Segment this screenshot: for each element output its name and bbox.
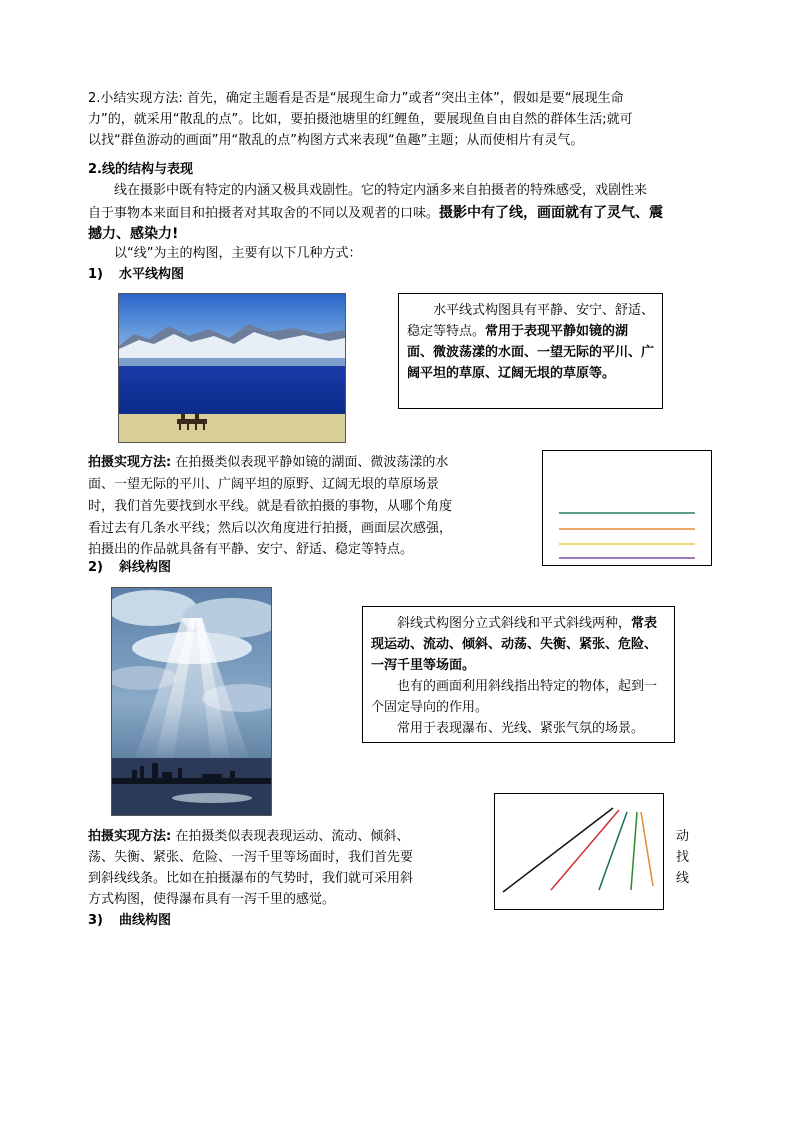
horizontal-method-line-1 [88, 453, 448, 473]
horizontal-method-line-3: 时，我们首先要找到水平线。就是看欲拍摄的事物，从哪个角度 [88, 499, 453, 514]
diagonal-method-line-4: 方式构图，使得瀑布具有一泻千里的感觉。 [88, 892, 336, 907]
subsection-2-number: 2) [88, 560, 103, 575]
diagonal-description-box [362, 606, 675, 743]
diagonal-method-line-2: 荡、失衡、紧张、危险、一泻千里等场面时，我们首先要 [88, 850, 414, 865]
summary-line-3: 以找“群鱼游动的画面”用“散乱的点”构图方式来表现“鱼趣”主题；从而使相片有灵气。 [88, 133, 584, 148]
subsection-1-heading [88, 265, 184, 285]
lake-photo-art [119, 294, 345, 442]
horizontal-method-text-1: 在拍摄类似表现平静如镜的湖面、微波荡漾的水 [175, 455, 449, 470]
sunbeam-photo-art [112, 588, 271, 815]
diagonal-method-line-3: 到斜线线条。比如在拍摄瀑布的气势时，我们就可采用斜 [88, 871, 414, 886]
sunbeam-photo [111, 587, 272, 816]
subsection-1-title: 水平线构图 [119, 267, 185, 282]
horizontal-method-line-5: 拍摄出的作品就具备有平静、安宁、舒适、稳定等特点。 [88, 542, 414, 557]
intro-line-2 [88, 203, 663, 224]
subsection-3-heading [88, 911, 171, 931]
intro-line-1: 线在摄影中既有特定的内涵又极具戏剧性。它的特定内涵多来自拍摄者的特殊感受，戏剧性来 [114, 183, 648, 198]
horizontal-lines-svg [543, 451, 711, 565]
horizontal-description-box [398, 293, 663, 409]
subsection-3-title: 曲线构图 [119, 913, 172, 928]
diagonal-line-4 [631, 812, 637, 890]
diagonal-lines-svg [495, 794, 663, 909]
subsection-1-number: 1) [88, 267, 103, 282]
diagonal-method-line-2-right: 找 [676, 850, 690, 865]
subsection-2-heading [88, 558, 171, 578]
subsection-2-title: 斜线构图 [119, 560, 172, 575]
diagonal-line-3 [599, 812, 627, 890]
intro-line-2-bold: 摄影中有了线，画面就有了灵气、震 [439, 205, 664, 221]
horizontal-box-bold: 常用于表现平静如镜的湖面、微波荡漾的水面、一望无际的平川、广阔平坦的草原、辽阔无垠的草原等。 [407, 324, 655, 381]
diagonal-box-p3: 常用于表现瀑布、光线、紧张气氛的场景。 [397, 721, 645, 736]
diagonal-line-1 [503, 808, 613, 892]
horizontal-box-normal: 水平线式构图具有平静、安宁、舒适、稳定等特点。 [407, 303, 655, 339]
intro-line-3: 撼力、感染力! [88, 226, 179, 242]
horizontal-method-label: 拍摄实现方法: [88, 455, 172, 470]
diagonal-method-line-1 [88, 827, 409, 847]
diagonal-box-p2: 也有的画面利用斜线指出特定的物体，起到一个固定导向的作用。 [371, 679, 658, 715]
section-heading: 2.线的结构与表现 [88, 162, 193, 177]
summary-line-1: 2.小结实现方法: 首先，确定主题看是否是“展现生命力”或者“突出主体”，假如是要“展现生命 [88, 91, 624, 106]
diagonal-line-5 [641, 812, 653, 886]
diagonal-method-line-3-right: 线 [676, 871, 690, 886]
subsection-3-number: 3) [88, 913, 103, 928]
diagonal-method-text-1: 在拍摄类似表现表现运动、流动、倾斜、 [175, 829, 410, 844]
diagonal-method-line-1-right: 动 [676, 829, 690, 844]
diagonal-box-p1-normal: 斜线式构图分立式斜线和平式斜线两种， [397, 616, 632, 631]
diagonal-line-2 [551, 810, 619, 890]
diagonal-lines-diagram [494, 793, 664, 910]
horizontal-lines-diagram [542, 450, 712, 566]
diagonal-method-label: 拍摄实现方法: [88, 829, 172, 844]
horizontal-method-line-4: 看过去有几条水平线；然后以次角度进行拍摄，画面层次感强， [88, 521, 453, 536]
diagonal-box-p1-bold: 常表现运动、流动、倾斜、动荡、失衡、紧张、危险、一泻千里等场面。 [371, 616, 658, 673]
intro-line-2-normal: 自于事物本来面目和拍摄者对其取舍的不同以及观者的口味。 [88, 206, 440, 221]
horizontal-method-line-2: 面、一望无际的平川、广阔平坦的原野、辽阔无垠的草原场景 [88, 477, 440, 492]
intro-line-4: 以“线”为主的构图，主要有以下几种方式： [114, 246, 362, 261]
lake-photo [118, 293, 346, 443]
summary-line-2: 力”的，就采用“散乱的点”。比如，要拍摄池塘里的红鲤鱼，要展现鱼自由自然的群体生活;就可 [88, 112, 633, 127]
